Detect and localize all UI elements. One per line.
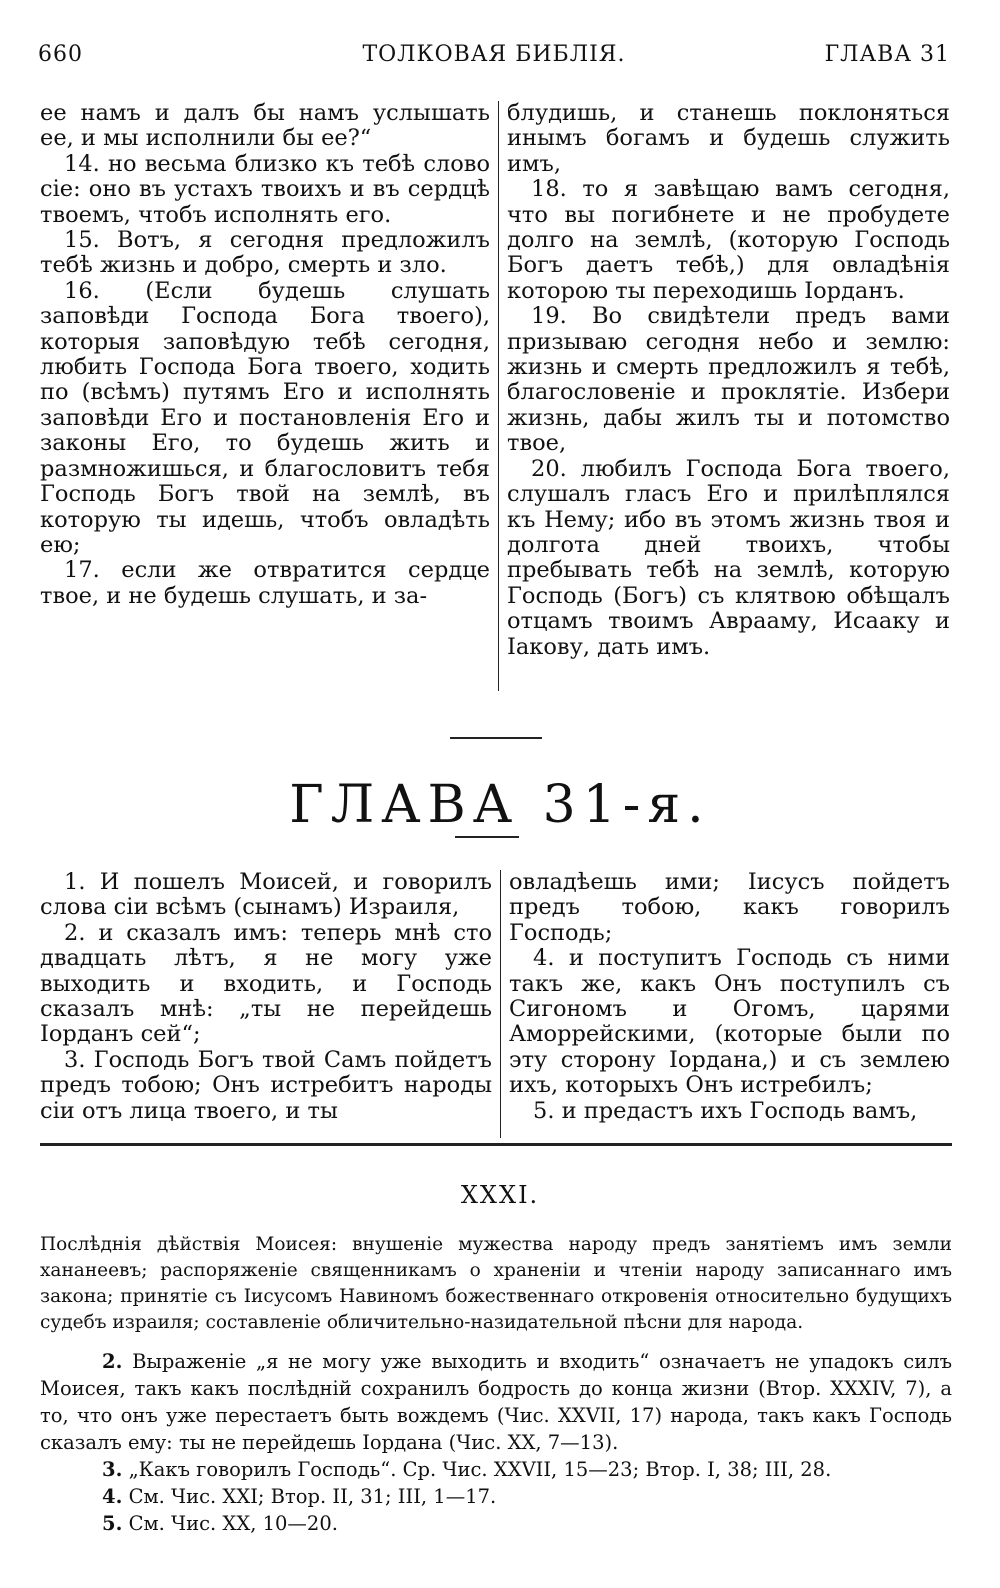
verse-paragraph: 17. если же отвратится сердце твое, и не будешь слушать, и за-: [40, 557, 490, 609]
verse-paragraph: 16. (Если будешь слушать заповѣди Господа Бога твоего), которыя заповѣдую тебѣ сегодня, любить Господа Бога твоего, ходить по (всѣмъ) путямъ Его и исполнять заповѣди Его и постановленія Его и законы Его, то будешь жить и размножишься, и благословитъ тебя Господь Богъ твой на землѣ, въ которую ты идешь, чтобъ овладѣть ею;: [40, 277, 490, 558]
chapter-heading: ГЛАВА 31-я.: [289, 775, 711, 835]
note-number: 5.: [102, 1512, 123, 1535]
verse-paragraph: 15. Вотъ, я сегодня предложилъ тебѣ жизнь и добро, смерть и зло.: [40, 227, 490, 279]
note-text: См. Чис. XX, 10—20.: [128, 1512, 338, 1535]
column-divider: [500, 870, 501, 1138]
commentary-note: [40, 1456, 952, 1483]
note-number: 4.: [102, 1485, 123, 1508]
commentary-note: [40, 1510, 952, 1537]
separator-rule: [450, 737, 542, 739]
book-title: ТОЛКОВАЯ БИБЛІЯ.: [362, 42, 626, 67]
verse-paragraph: 2. и сказалъ имъ: теперь мнѣ сто двадцать лѣтъ, я не могу уже выходить и входить, и Господь сказалъ мнѣ: „ты не перейдешь Іорданъ сей“;: [40, 919, 492, 1048]
note-number: 2.: [102, 1350, 123, 1373]
note-number: 3.: [102, 1458, 123, 1481]
verse-paragraph: 18. то я завѣщаю вамъ сегодня, что вы погибнете и не пробудете долго на землѣ, (которую Господь Богъ даетъ тебѣ,) для овладѣнія которою ты переходишь Іорданъ.: [507, 176, 950, 304]
verse-paragraph: 5. и предастъ ихъ Господь вамъ,: [533, 1097, 918, 1124]
note-text: „Какъ говорилъ Господь“. Ср. Чис. XXVII, 15—23; Втор. I, 38; III, 28.: [128, 1458, 832, 1481]
page-number: 660: [38, 42, 83, 67]
verse-paragraph: 4. и поступитъ Господь съ ними такъ же, какъ Онъ поступилъ съ Сигономъ и Огомъ, царями Аморрейскими, (которые были по эту сторону Іордана,) и съ землею ихъ, которыхъ Онъ истребилъ;: [509, 945, 950, 1099]
commentary-note: [40, 1483, 952, 1510]
separator-rule: [455, 836, 519, 838]
note-text: Выраженіе „я не могу уже выходить и входить“ означаетъ не упадокъ силъ Моисея, такъ какъ послѣдній сохранилъ бодрость до конца жизни (Втор. XXXIV, 7), а то, что онъ уже перестаетъ быть вождемъ (Чис. XXVII, 17) народа, такъ какъ Господь сказалъ ему: ты не перейдешь Іордана (Чис. XX, 7—13).: [40, 1350, 952, 1454]
chapter-reference: ГЛАВА 31: [824, 42, 950, 67]
verse-paragraph: 20. любилъ Господа Бога твоего, слушалъ гласъ Его и прилѣплялся къ Нему; ибо въ этомъ жизнь твоя и долгота дней твоихъ, чтобы пребывать тебѣ на землѣ, которую Господь (Богъ) съ клятвою обѣщалъ отцамъ твоимъ Аврааму, Исааку и Іакову, дать имъ.: [507, 455, 950, 660]
right-column: [507, 101, 950, 691]
verse-paragraph: 3. Господь Богъ твой Самъ пойдетъ предъ тобою; Онъ истребитъ народы сіи отъ лица твоего, и ты: [40, 1046, 492, 1124]
column-divider: [498, 101, 499, 691]
commentary-heading: XXXI.: [460, 1181, 540, 1209]
verse-paragraph: 1. И пошелъ Моисей, и говорилъ слова сіи всѣмъ (сынамъ) Израиля,: [40, 869, 492, 921]
verse-paragraph: блудишь, и станешь поклоняться инымъ богамъ и будешь служить имъ,: [507, 100, 950, 177]
commentary-note: [40, 1348, 952, 1456]
note-text: См. Чис. XXI; Втор. II, 31; III, 1—17.: [128, 1485, 497, 1508]
left-column: [40, 870, 492, 1138]
verse-paragraph: 19. Во свидѣтели предъ вами призываю сегодня небо и землю: жизнь и смерть предложилъ я тебѣ, благословеніе и проклятіе. Избери жизнь, дабы жилъ ты и потомство твое,: [507, 303, 950, 457]
chapter-31-text: [40, 870, 952, 1138]
verse-paragraph: 14. но весьма близко къ тебѣ слово сіе: оно въ устахъ твоихъ и въ сердцѣ твоемъ, чтобъ исполнять его.: [40, 150, 490, 228]
chapter-30-text: [40, 101, 952, 691]
running-header: [38, 42, 950, 76]
verse-paragraph: овладѣешь ими; Іисусъ пойдетъ предъ тобою, какъ говорилъ Господь;: [509, 869, 950, 946]
commentary-divider: [40, 1143, 952, 1146]
commentary-notes: [40, 1348, 952, 1537]
commentary-summary: Послѣднія дѣйствія Моисея: внушеніе мужества народу предъ занятіемъ имъ земли хананеевъ; распоряженіе священникамъ о храненіи и чтеніи народу записаннаго имъ закона; принятіе съ Іисусомъ Навиномъ божественнаго откровенія относительно будущихъ судебъ израиля; составленіе обличительно-назидательной пѣсни для народа.: [40, 1234, 952, 1333]
right-column: [509, 870, 950, 1138]
left-column: [40, 101, 490, 691]
verse-paragraph: ее намъ и далъ бы намъ услышать ее, и мы исполнили бы ее?“: [40, 100, 490, 152]
